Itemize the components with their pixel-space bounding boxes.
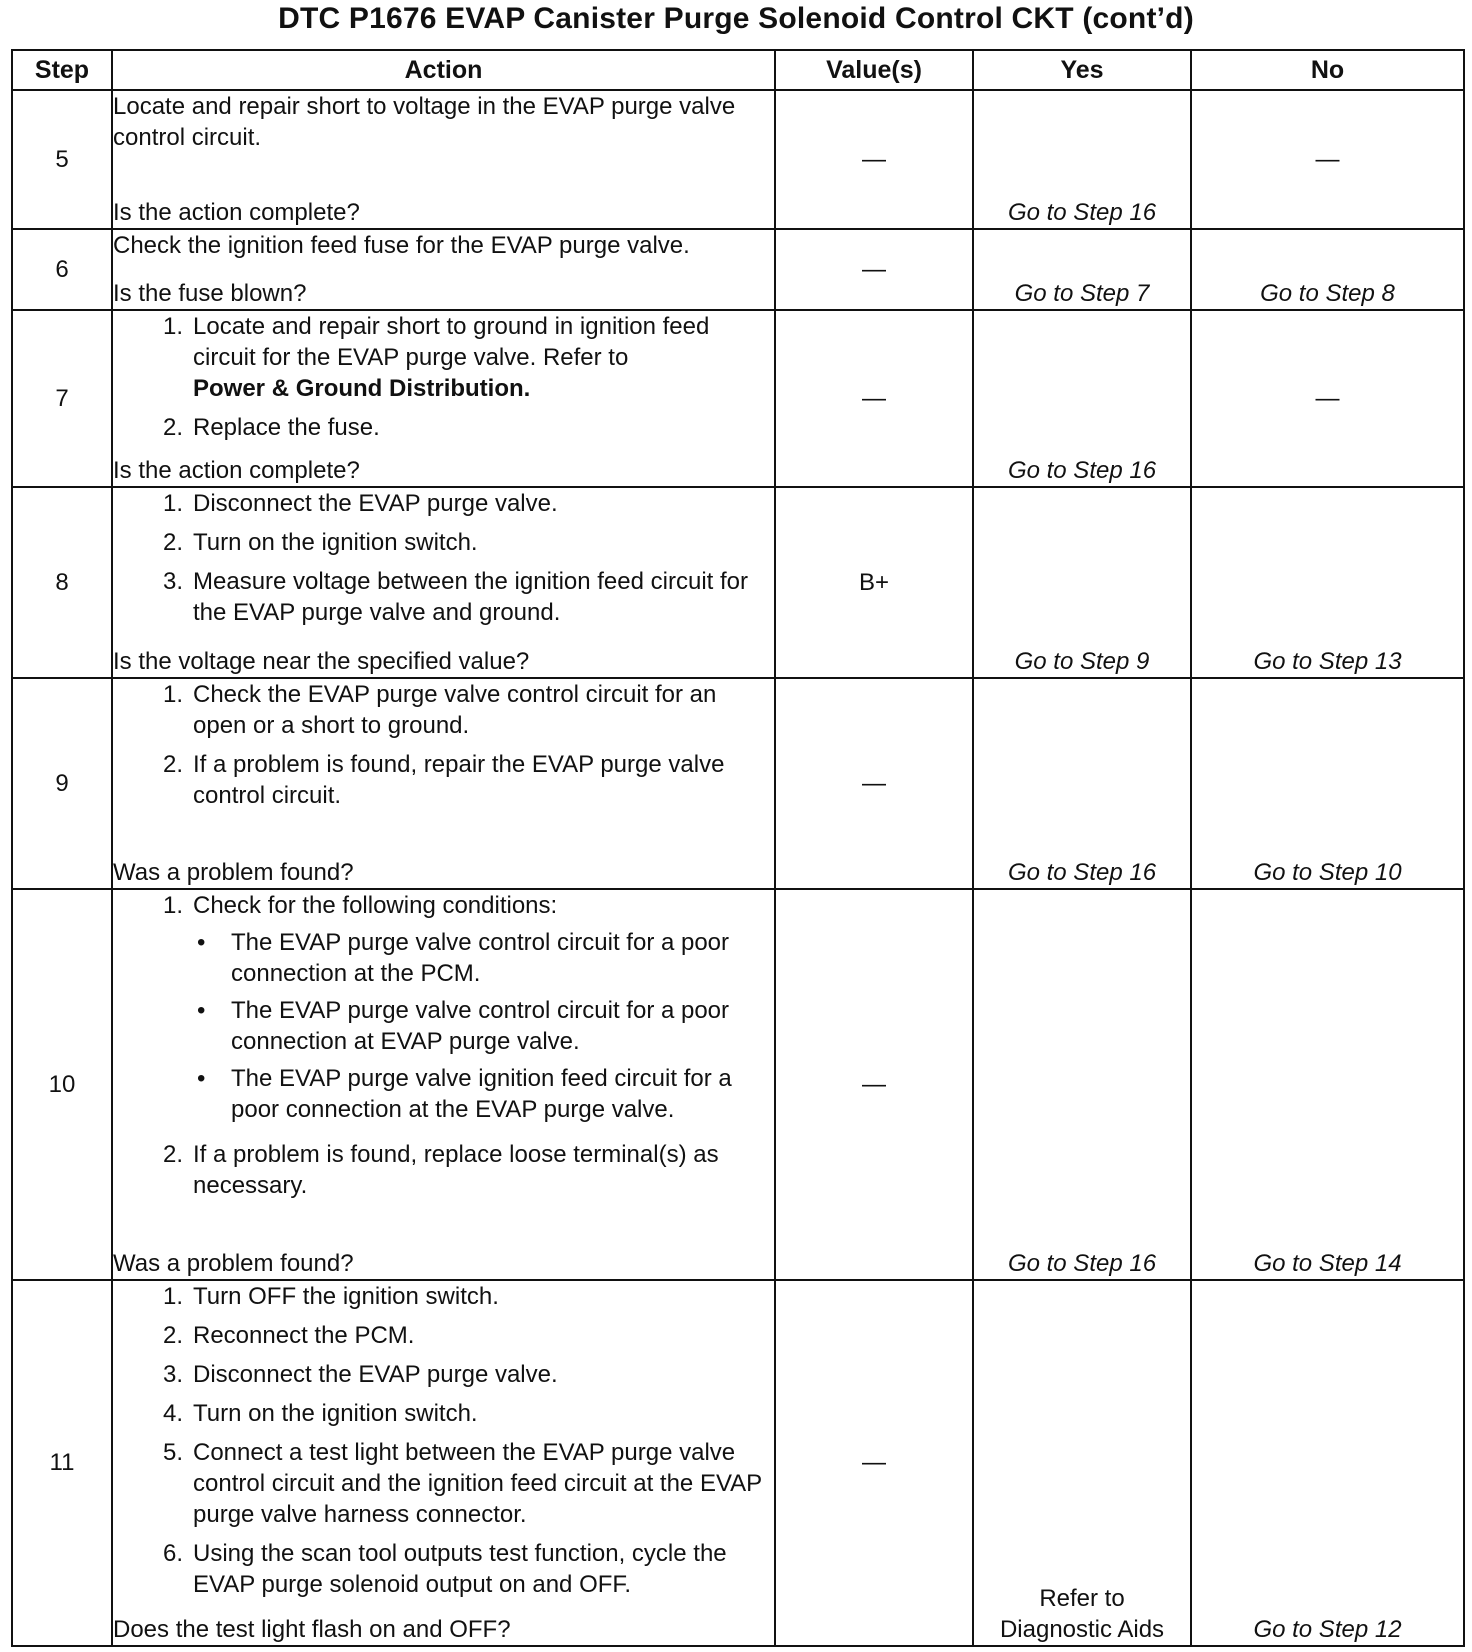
- table-row: [12, 678, 1464, 889]
- value-cell: —: [775, 90, 973, 229]
- diagnostic-table: [11, 49, 1465, 1647]
- item-text: Turn on the ignition switch.: [193, 1399, 478, 1427]
- value-cell: —: [775, 310, 973, 487]
- value-cell: —: [775, 229, 973, 310]
- step-number: 5: [12, 90, 112, 229]
- list-item: [113, 527, 774, 558]
- value-cell: —: [775, 678, 973, 889]
- item-text: If a problem is found, repair the EVAP purge valve control circuit.: [193, 750, 725, 809]
- item-text: Turn OFF the ignition switch.: [193, 1282, 499, 1310]
- action-question: Was a problem found?: [113, 859, 354, 887]
- yes-cell: Go to Step 7: [973, 229, 1191, 310]
- item-text: Measure voltage between the ignition feed circuit for the EVAP purge valve and ground.: [193, 567, 748, 626]
- bullet-icon: •: [197, 1065, 206, 1093]
- step-number: 9: [12, 678, 112, 889]
- bullet-icon: •: [197, 929, 206, 957]
- yes-cell: [973, 1280, 1191, 1646]
- list-item: [113, 890, 774, 1131]
- item-number: 6.: [162, 1539, 183, 1567]
- list-item: [113, 311, 774, 404]
- list-item: [113, 1359, 774, 1390]
- list-item: [113, 679, 774, 741]
- action-steps: [113, 1281, 774, 1608]
- action-question: Was a problem found?: [113, 1249, 354, 1277]
- item-number: 3.: [162, 1360, 183, 1388]
- action-cell: [112, 229, 775, 310]
- item-text: Using the scan tool outputs test function, cycle the EVAP purge solenoid output on and OFF.: [193, 1539, 727, 1598]
- action-cell: [112, 310, 775, 487]
- item-number: 2.: [162, 1141, 183, 1169]
- action-question: Is the voltage near the specified value?: [113, 647, 530, 675]
- no-cell: Go to Step 8: [1191, 229, 1464, 310]
- item-text: Connect a test light between the EVAP purge valve control circuit and the ignition feed circuit at the EVAP purge valve harness connector.: [193, 1438, 762, 1528]
- list-item: [113, 566, 774, 628]
- no-cell: —: [1191, 90, 1464, 229]
- list-item: [113, 1437, 774, 1530]
- action-cell: [112, 487, 775, 678]
- action-question: Is the action complete?: [113, 199, 360, 227]
- condition-list: [193, 927, 774, 1125]
- item-text: Turn on the ignition switch.: [193, 528, 478, 556]
- reference-link[interactable]: Power & Ground Distribution.: [193, 374, 531, 402]
- header-no: No: [1191, 50, 1464, 90]
- header-values: Value(s): [775, 50, 973, 90]
- no-cell: Go to Step 12: [1191, 1280, 1464, 1646]
- bullet-item: [193, 995, 774, 1057]
- item-text: Locate and repair short to ground in ignition feed circuit for the EVAP purge valve. Refer to: [193, 312, 710, 371]
- action-steps: [113, 488, 774, 636]
- yes-line-1: Refer to: [1039, 1585, 1125, 1612]
- table-row: [12, 229, 1464, 310]
- bullet-item: [193, 1063, 774, 1125]
- action-cell: [112, 1280, 775, 1646]
- table-row: [12, 90, 1464, 229]
- action-cell: [112, 90, 775, 229]
- action-cell: [112, 889, 775, 1279]
- action-question: Does the test light flash on and OFF?: [113, 1616, 511, 1643]
- item-text: Check the EVAP purge valve control circuit for an open or a short to ground.: [193, 680, 717, 739]
- item-text: Reconnect the PCM.: [193, 1321, 415, 1349]
- table-row: [12, 487, 1464, 678]
- action-steps: [113, 311, 774, 451]
- list-item: [113, 1320, 774, 1351]
- bullet-icon: •: [197, 997, 206, 1025]
- no-cell: Go to Step 14: [1191, 889, 1464, 1279]
- item-number: 1.: [162, 1282, 183, 1310]
- item-number: 1.: [162, 892, 183, 920]
- action-steps: [113, 679, 774, 819]
- item-text: Replace the fuse.: [193, 413, 380, 441]
- bullet-item: [193, 927, 774, 989]
- step-number: 11: [12, 1280, 112, 1646]
- step-number: 10: [12, 889, 112, 1279]
- value-cell: B+: [775, 487, 973, 678]
- step-number: 8: [12, 487, 112, 678]
- header-action: Action: [112, 50, 775, 90]
- value-cell: —: [775, 1280, 973, 1646]
- item-number: 2.: [162, 1321, 183, 1349]
- item-number: 1.: [162, 489, 183, 517]
- item-text: Disconnect the EVAP purge valve.: [193, 1360, 558, 1388]
- action-steps: [113, 890, 774, 1209]
- yes-cell: Go to Step 16: [973, 889, 1191, 1279]
- no-cell: —: [1191, 310, 1464, 487]
- list-item: [113, 412, 774, 443]
- action-text: Locate and repair short to voltage in the EVAP purge valve control circuit.: [113, 93, 736, 152]
- yes-line-2: Diagnostic Aids: [999, 1616, 1165, 1643]
- header-yes: Yes: [973, 50, 1191, 90]
- item-number: 4.: [162, 1399, 183, 1427]
- page-title: DTC P1676 EVAP Canister Purge Solenoid Control CKT (cont’d): [278, 2, 1194, 35]
- item-number: 3.: [162, 567, 183, 595]
- step-number: 6: [12, 229, 112, 310]
- item-number: 1.: [162, 312, 183, 340]
- action-text: Check the ignition feed fuse for the EVAP purge valve.: [113, 232, 690, 260]
- list-item: [113, 488, 774, 519]
- yes-cell: Go to Step 16: [973, 90, 1191, 229]
- table-row: [12, 1280, 1464, 1646]
- bullet-text: The EVAP purge valve ignition feed circuit for a poor connection at the EVAP purge valve.: [231, 1065, 732, 1124]
- yes-cell: Go to Step 16: [973, 310, 1191, 487]
- item-number: 1.: [162, 680, 183, 708]
- action-question: Is the fuse blown?: [113, 279, 307, 307]
- list-item: [113, 749, 774, 811]
- no-cell: Go to Step 13: [1191, 487, 1464, 678]
- no-cell: Go to Step 10: [1191, 678, 1464, 889]
- item-number: 2.: [162, 413, 183, 441]
- item-text: Check for the following conditions:: [193, 892, 558, 920]
- item-text: Disconnect the EVAP purge valve.: [193, 489, 558, 517]
- header-row: [12, 50, 1464, 90]
- value-cell: —: [775, 889, 973, 1279]
- action-cell: [112, 678, 775, 889]
- bullet-text: The EVAP purge valve control circuit for a poor connection at EVAP purge valve.: [231, 997, 730, 1056]
- step-number: 7: [12, 310, 112, 487]
- table-row: [12, 889, 1464, 1279]
- table-row: [12, 310, 1464, 487]
- list-item: [113, 1139, 774, 1201]
- list-item: [113, 1398, 774, 1429]
- item-number: 5.: [162, 1438, 183, 1466]
- item-number: 2.: [162, 750, 183, 778]
- item-number: 2.: [162, 528, 183, 556]
- yes-cell: Go to Step 16: [973, 678, 1191, 889]
- list-item: [113, 1538, 774, 1600]
- header-step: Step: [12, 50, 112, 90]
- item-text: If a problem is found, replace loose terminal(s) as necessary.: [193, 1141, 719, 1200]
- yes-cell: Go to Step 9: [973, 487, 1191, 678]
- bullet-text: The EVAP purge valve control circuit for a poor connection at the PCM.: [231, 929, 730, 988]
- list-item: [113, 1281, 774, 1312]
- action-question: Is the action complete?: [113, 456, 360, 484]
